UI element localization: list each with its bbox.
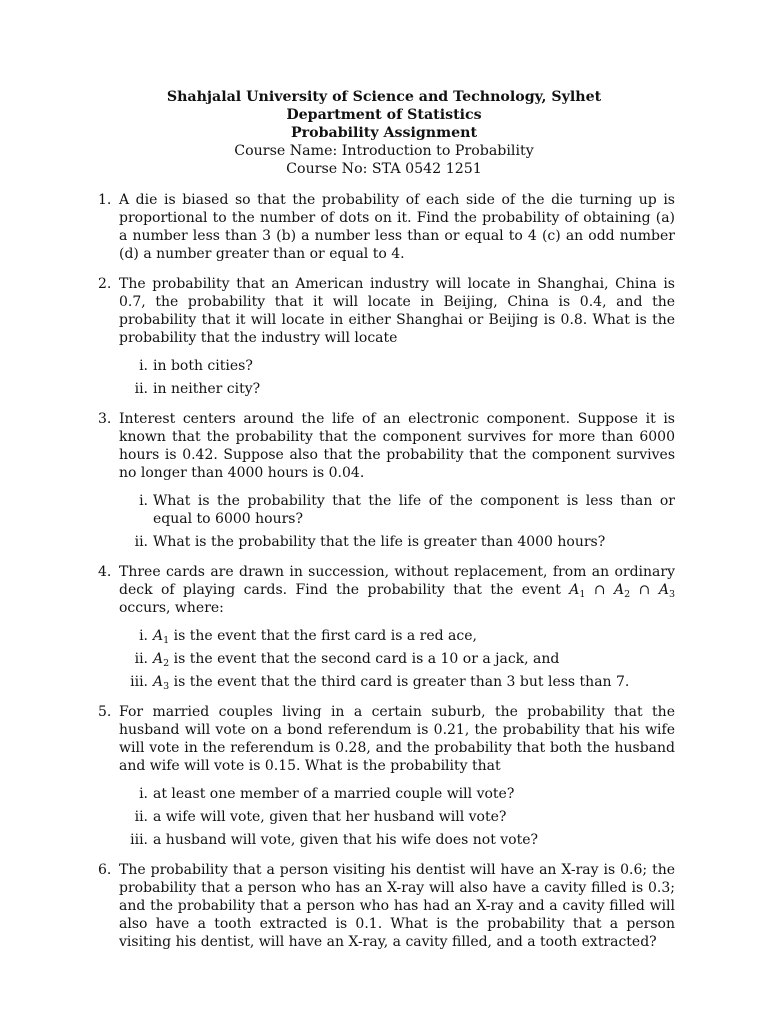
event-symbol: A — [569, 582, 580, 598]
sub-question-text: a husband will vote, given that his wife does not vote? — [153, 832, 539, 848]
course-number: Course No: STA 0542 1251 — [286, 161, 482, 177]
event-symbol: A — [153, 628, 164, 644]
question-6 — [0, 861, 768, 951]
question-text: A die is biased so that the probability of each side of the die turning up is proportional to the number of dots on it. Find the probability of obtaining (a) a number less than 3 (b) a number less than or equal to 4 (c) an odd number (d) a number greater than or equal to 4. — [119, 192, 675, 262]
question-text: For married couples living in a certain suburb, the probability that the husband will vote on a bond referendum is 0.21, the probability that his wife will vote in the referendum is 0.28, and the probability that both the husband and wife will vote is 0.15. What is the probability that — [119, 704, 675, 774]
sub-question — [0, 533, 768, 551]
sub-question-text: a wife will vote, given that her husband will vote? — [153, 809, 507, 825]
question-text: Interest centers around the life of an electronic component. Suppose it is known that the probability that the component survives for more than 6000 hours is 0.42. Suppose also that the probability that the component survives no longer than 4000 hours is 0.04. — [119, 411, 675, 481]
sub-question-number: ii. — [134, 534, 148, 550]
course-name: Course Name: Introduction to Probability — [234, 143, 534, 159]
event-index: 2 — [624, 589, 631, 600]
sub-question-number: iii. — [130, 832, 148, 848]
sub-question — [0, 492, 768, 528]
sub-question-number: ii. — [134, 381, 148, 397]
sub-question-list — [0, 627, 768, 691]
sub-question-number: ii. — [134, 809, 148, 825]
sub-question-number: i. — [139, 628, 148, 644]
sub-question — [0, 650, 768, 668]
question-text-lead: Three cards are drawn in succession, without replacement, from an ordinary deck of playing cards. Find the probability that the event — [119, 564, 675, 598]
question-2 — [0, 275, 768, 398]
sub-question-list — [0, 785, 768, 849]
event-description: is the event that the third card is greater than 3 but less than 7. — [173, 674, 630, 690]
assignment-title: Probability Assignment — [290, 125, 478, 141]
question-number: 4. — [98, 564, 112, 580]
sub-question-list — [0, 492, 768, 551]
sub-question — [0, 627, 768, 645]
sub-question-text — [153, 650, 675, 668]
sub-question — [0, 380, 768, 398]
question-number: 2. — [98, 276, 112, 292]
document-header — [0, 88, 768, 178]
event-description: is the event that the first card is a red ace, — [173, 628, 477, 644]
sub-question — [0, 831, 768, 849]
question-4 — [0, 563, 768, 691]
sub-question-text: What is the probability that the life of the component is less than or equal to 6000 hours? — [153, 493, 675, 527]
event-symbol: A — [153, 651, 164, 667]
question-3 — [0, 410, 768, 551]
question-number: 6. — [98, 862, 112, 878]
question-text-tail: occurs, where: — [119, 600, 224, 616]
sub-question-number: i. — [139, 358, 148, 374]
sub-question-number: ii. — [134, 651, 148, 667]
sub-question-number: i. — [139, 493, 148, 509]
question-number: 1. — [98, 192, 112, 208]
event-index: 2 — [163, 658, 170, 669]
sub-question — [0, 357, 768, 375]
event-description: is the event that the second card is a 10 or a jack, and — [173, 651, 560, 667]
sub-question-text — [153, 673, 675, 691]
department-title: Department of Statistics — [286, 107, 482, 123]
question-list — [0, 191, 768, 963]
question-number: 5. — [98, 704, 112, 720]
event-index: 3 — [668, 589, 675, 600]
sub-question — [0, 785, 768, 803]
intersection-symbol: ∩ — [593, 582, 606, 598]
university-title: Shahjalal University of Science and Technology, Sylhet — [166, 89, 602, 105]
event-index: 1 — [163, 635, 170, 646]
sub-question-text: at least one member of a married couple will vote? — [153, 786, 515, 802]
sub-question-number: iii. — [130, 674, 148, 690]
sub-question-text: in neither city? — [153, 381, 261, 397]
sub-question — [0, 673, 768, 691]
event-symbol: A — [658, 582, 669, 598]
event-symbol: A — [153, 674, 164, 690]
sub-question-text — [153, 627, 675, 645]
event-symbol: A — [614, 582, 625, 598]
event-index: 1 — [579, 589, 586, 600]
question-1 — [0, 191, 768, 263]
sub-question-number: i. — [139, 786, 148, 802]
sub-question — [0, 808, 768, 826]
question-number: 3. — [98, 411, 112, 427]
sub-question-text: in both cities? — [153, 358, 253, 374]
question-text: The probability that a person visiting his dentist will have an X-ray is 0.6; the probability that a person who has an X-ray will also have a cavity filled is 0.3; and the probability that a person who has had an X-ray and a cavity filled will also have a tooth extracted is 0.1. What is the probability that a person visiting his dentist, will have an X-ray, a cavity filled, and a tooth extracted? — [119, 862, 675, 950]
question-5 — [0, 703, 768, 849]
question-text: The probability that an American industry will locate in Shanghai, China is 0.7, the probability that it will locate in Beijing, China is 0.4, and the probability that it will locate in either Shanghai or Beijing is 0.8. What is the probability that the industry will locate — [119, 276, 675, 346]
intersection-symbol: ∩ — [638, 582, 651, 598]
question-text — [119, 563, 675, 617]
sub-question-list — [0, 357, 768, 398]
event-index: 3 — [163, 681, 170, 692]
sub-question-text: What is the probability that the life is greater than 4000 hours? — [153, 534, 606, 550]
